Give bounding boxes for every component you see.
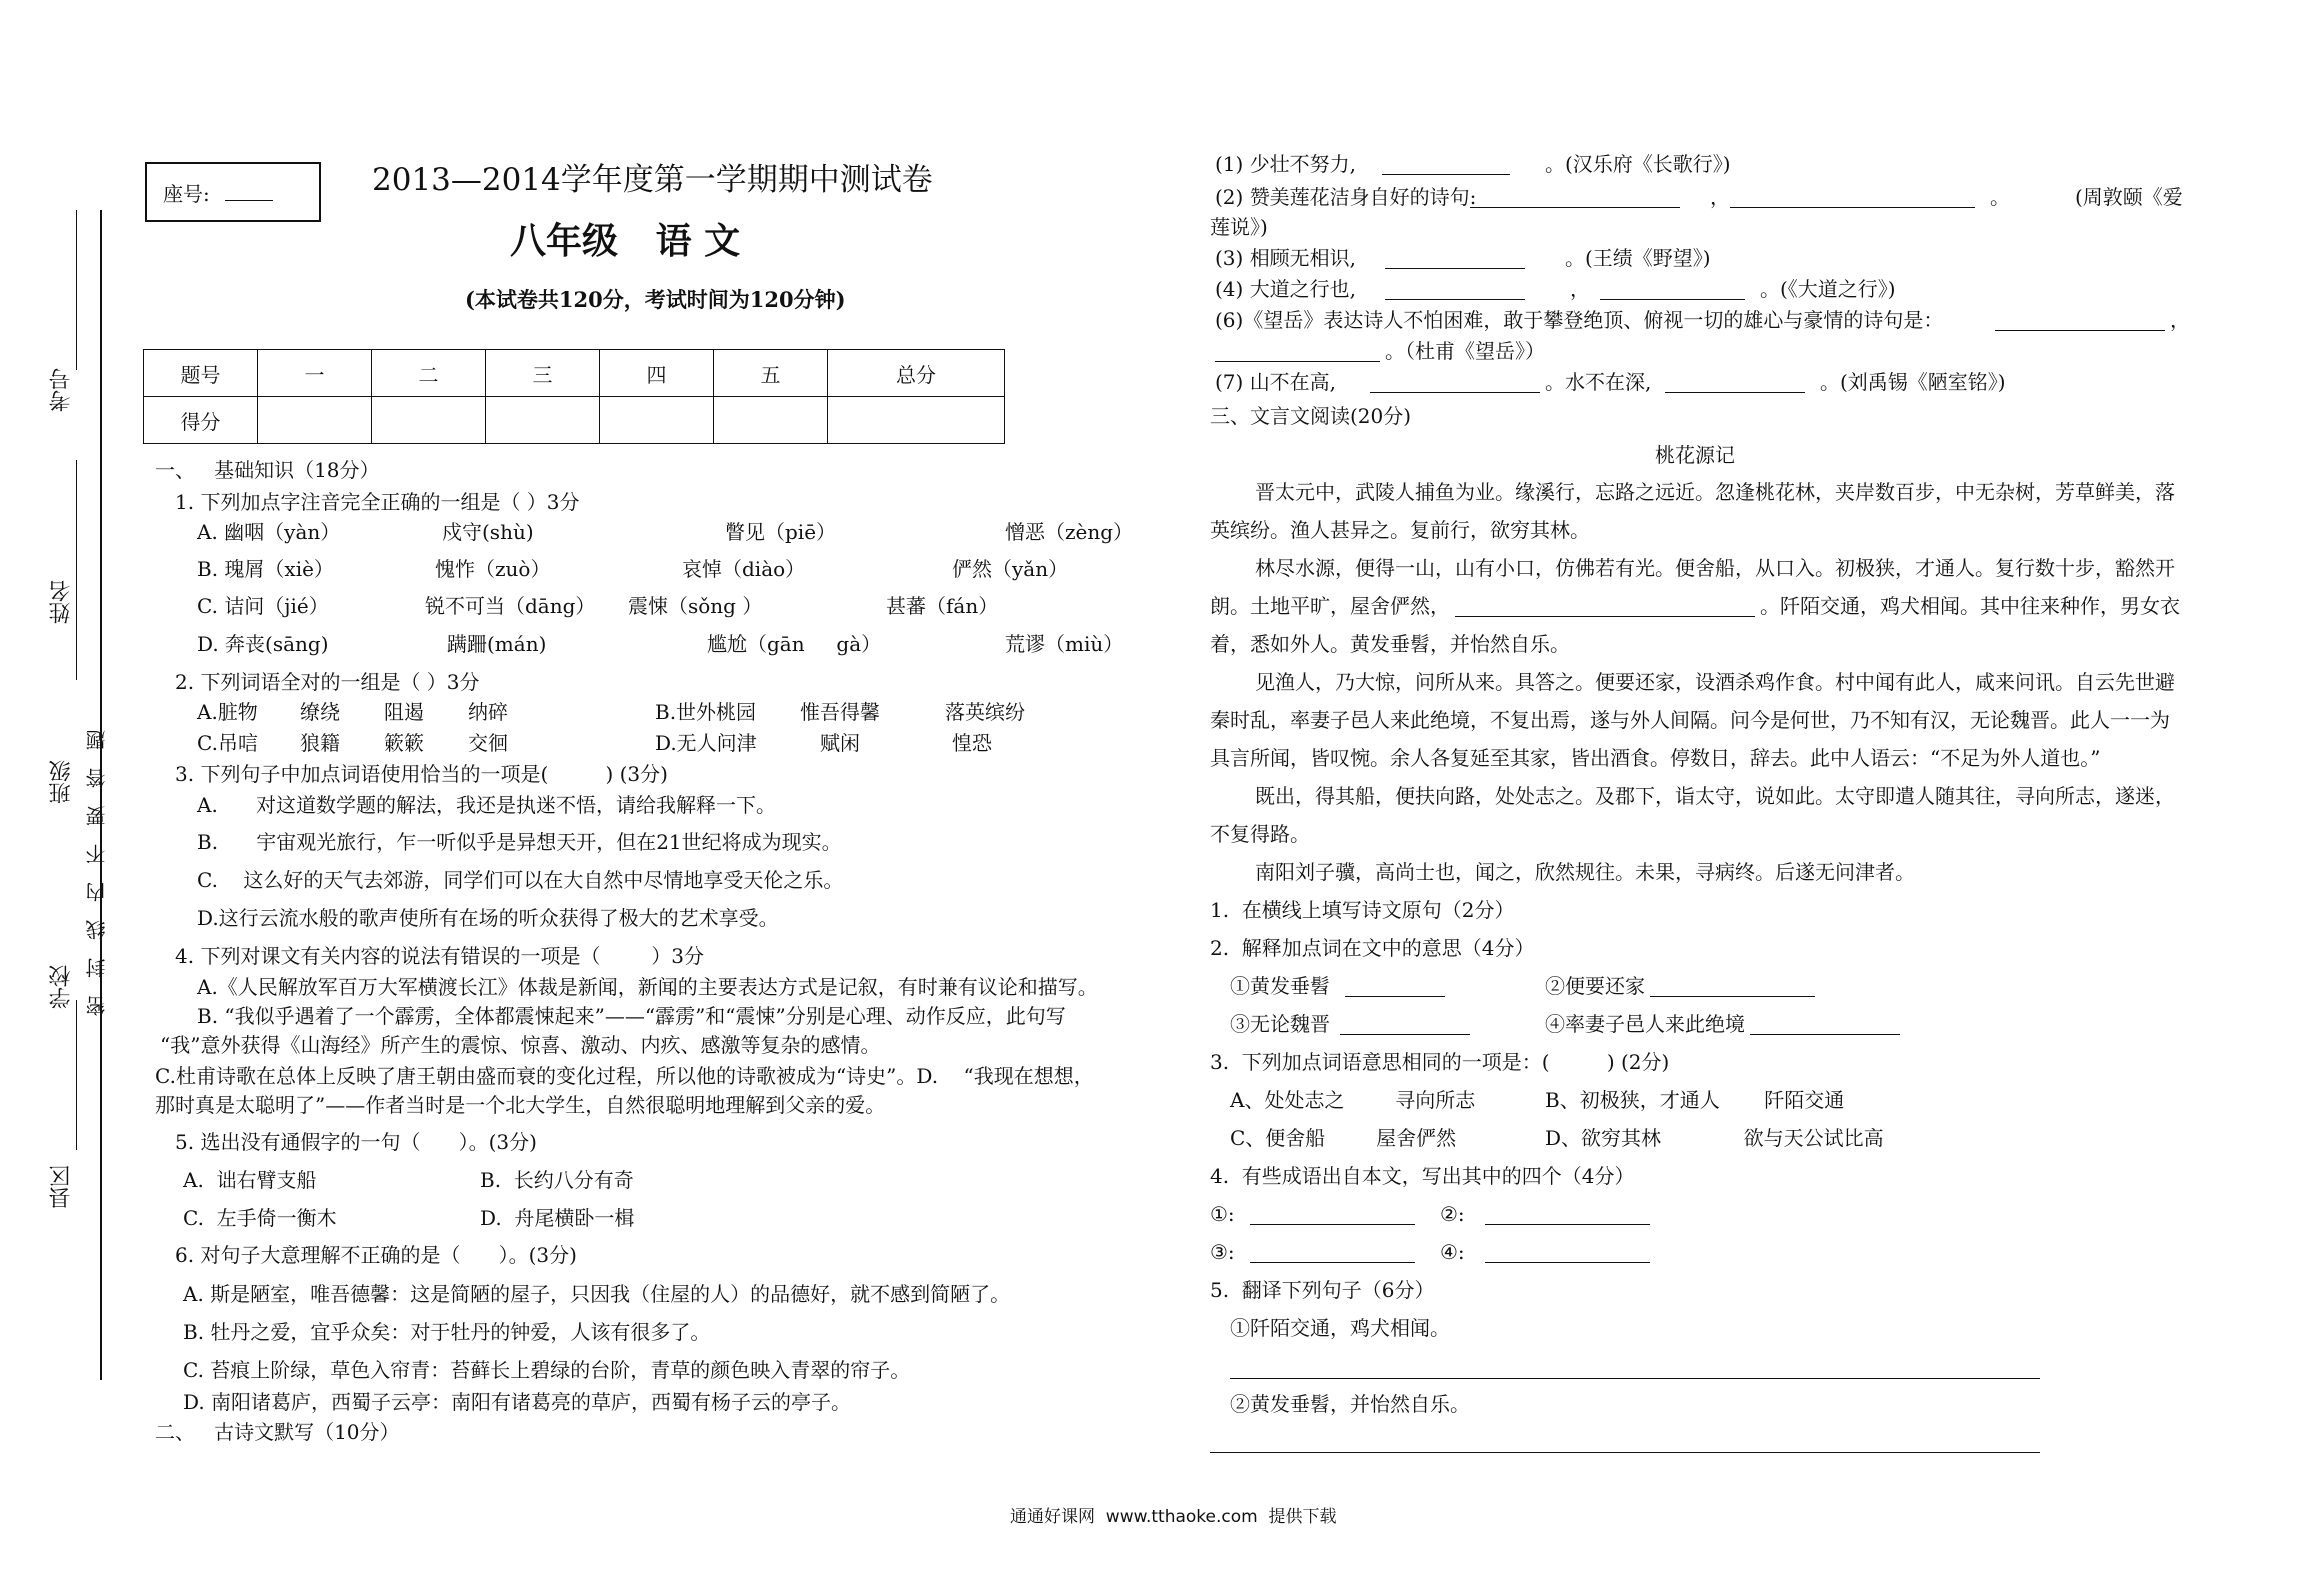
q2-option: A.脏物 — [197, 700, 258, 724]
idiom-3-blank[interactable] — [1250, 1244, 1415, 1263]
essay-line: 着，悉如外人。黄发垂髫，并怡然自乐。 — [1210, 632, 1570, 656]
table-cell: 总分 — [828, 350, 1005, 397]
q6-option-a: A. 斯是陋室，唯吾德馨：这是简陋的屋子，只因我（住屋的人）的品德好，就不感到简陋了。 — [183, 1282, 1011, 1306]
poem-7-prefix: (7) 山不在高, — [1215, 370, 1337, 394]
question-1: 1. 下列加点字注音完全正确的一组是（ ）3分 — [175, 490, 580, 514]
essay-line: 秦时乱，率妻子邑人来此绝境，不复出焉，遂与外人间隔。问今是何世，乃不知有汉，无论魏晋。此人一一为 — [1210, 708, 2170, 732]
poem-6-blank-1[interactable] — [1995, 312, 2165, 331]
table-cell: 题号 — [144, 350, 258, 397]
score-table-score-row — [144, 397, 1005, 444]
essay-line: 既出，得其船，便扶向路，处处志之。及郡下，诣太守，说如此。太守即遣人随其往，寻向所志，遂迷， — [1255, 784, 2175, 808]
table-cell[interactable] — [828, 397, 1005, 444]
poem-2-source: (周敦颐《爱 — [2075, 185, 2183, 209]
poem-4-prefix: (4) 大道之行也, — [1215, 277, 1357, 301]
translate-1: ①阡陌交通，鸡犬相闻。 — [1230, 1316, 1450, 1340]
poem-3-suffix: 。(王绩《野望》) — [1565, 246, 1711, 270]
q6-option-d: D. 南阳诸葛庐，西蜀子云亭：南阳有诸葛亮的草庐，西蜀有杨子云的亭子。 — [183, 1390, 852, 1414]
q1-option-b2: 愧怍（zuò） — [435, 557, 551, 581]
q5-option-c: C. 左手倚一衡木 — [183, 1206, 337, 1230]
poem-2-blank-1[interactable] — [1470, 189, 1680, 208]
poem-3-blank[interactable] — [1385, 250, 1525, 269]
q3-option-a: A. 对这道数学题的解法，我还是执迷不悟，请给我解释一下。 — [197, 793, 776, 817]
q4-option-b1: B. “我似乎遇着了一个霹雳，全体都震悚起来”——“霹雳”和“震悚”分别是心理、动作反应，此句写 — [197, 1004, 1066, 1028]
score-table — [143, 349, 1005, 444]
poem-3-prefix: (3) 相顾无相识, — [1215, 246, 1357, 270]
binding-line — [76, 1000, 77, 1150]
q5-option-b: B. 长约八分有奇 — [480, 1168, 634, 1192]
reading-q3-d: D、欲穷其林 欲与天公试比高 — [1545, 1126, 1884, 1150]
reading-q2-d: ④率妻子邑人来此绝境 — [1545, 1012, 1745, 1036]
poem-7-blank-1[interactable] — [1370, 374, 1540, 393]
q1-option-c3: 震悚（sǒng ） — [628, 594, 763, 618]
essay-line: 林尽水源，便得一山，山有小口，仿佛若有光。便舍船，从口入。初极狭，才通人。复行数十步，豁然开 — [1255, 556, 2175, 580]
question-6: 6. 对句子大意理解不正确的是（ ）。(3分) — [175, 1243, 577, 1267]
q4-option-a: A.《人民解放军百万大军横渡长江》体裁是新闻，新闻的主要表达方式是记叙，有时兼有议论和描写。 — [197, 975, 1098, 999]
essay-line: 具言所闻，皆叹惋。余人各复延至其家，皆出酒食。停数日，辞去。此中人语云：“不足为外人道也。” — [1210, 746, 2101, 770]
idiom-3-label: ③: — [1210, 1240, 1235, 1264]
q2-option: B.世外桃园 — [655, 700, 757, 724]
poem-1-blank[interactable] — [1382, 156, 1510, 175]
q1-option-d4: 荒谬（miù） — [1005, 632, 1124, 656]
poem-6-prefix: (6)《望岳》表达诗人不怕困难，敢于攀登绝顶、俯视一切的雄心与豪情的诗句是： — [1215, 308, 1944, 332]
table-cell[interactable] — [600, 397, 714, 444]
q2-option: 阻遏 — [384, 700, 424, 724]
table-cell: 四 — [600, 350, 714, 397]
table-cell: 五 — [714, 350, 828, 397]
q1-option-a2: 戍守(shù) — [442, 520, 534, 544]
poem-2-comma: ， — [1710, 185, 1730, 209]
score-table-header-row — [144, 350, 1005, 397]
reading-q3: 3. 下列加点词语意思相同的一项是：( ) (2分) — [1210, 1050, 1670, 1074]
poem-2-source-cont: 莲说》) — [1210, 215, 1268, 239]
q1-option-d2: 蹒跚(mán) — [447, 632, 547, 656]
idiom-1-blank[interactable] — [1250, 1206, 1415, 1225]
reading-q1: 1. 在横线上填写诗文原句（2分） — [1210, 898, 1515, 922]
q2-option: 纳碎 — [468, 700, 508, 724]
q5-option-d: D. 舟尾横卧一楫 — [480, 1206, 635, 1230]
poem-7-blank-2[interactable] — [1665, 374, 1805, 393]
reading-q2-c: ③无论魏晋 — [1230, 1012, 1330, 1036]
q2-option: D.无人问津 — [655, 731, 757, 755]
idiom-1-label: ①: — [1210, 1202, 1235, 1226]
reading-q3-b: B、初极狭，才通人 阡陌交通 — [1545, 1088, 1845, 1112]
q3-option-c: C. 这么好的天气去郊游，同学们可以在大自然中尽情地享受天伦之乐。 — [197, 868, 844, 892]
q1-option-a4: 憎恶（zèng） — [1005, 520, 1134, 544]
table-cell: 得分 — [144, 397, 258, 444]
q6-option-b: B. 牡丹之爱，宜乎众矣：对于牡丹的钟爱，人该有很多了。 — [183, 1320, 711, 1344]
seal-warning: 密封线内不要答题 — [85, 712, 109, 1016]
q3-option-d: D.这行云流水般的歌声使所有在场的听众获得了极大的艺术享受。 — [197, 906, 779, 930]
reading-q5: 5. 翻译下列句子（6分） — [1210, 1278, 1435, 1302]
translate-2: ②黄发垂髫，并怡然自乐。 — [1230, 1392, 1470, 1416]
reading-q2-b-blank[interactable] — [1650, 978, 1815, 997]
name-label: 姓名 — [49, 580, 74, 624]
idiom-4-blank[interactable] — [1485, 1244, 1650, 1263]
seat-number-box — [145, 162, 321, 222]
reading-q2-a: ①黄发垂髫 — [1230, 974, 1330, 998]
binding-line — [76, 210, 77, 370]
section-1-heading: 一、 基础知识（18分） — [155, 458, 380, 482]
poem-1-prefix: (1) 少壮不努力, — [1215, 152, 1357, 176]
poem-6-comma: ， — [2170, 308, 2190, 332]
q5-option-a: A. 诎右臂支船 — [183, 1168, 317, 1192]
q2-option: 缭绕 — [300, 700, 340, 724]
poem-4-blank-1[interactable] — [1385, 281, 1525, 300]
reading-q2-d-blank[interactable] — [1750, 1016, 1900, 1035]
essay-line: 晋太元中，武陵人捕鱼为业。缘溪行，忘路之远近。忽逢桃花林，夹岸数百步，中无杂树，芳草鲜美，落 — [1255, 480, 2175, 504]
essay-line: 不复得路。 — [1210, 822, 1310, 846]
reading-q2-a-blank[interactable] — [1345, 978, 1445, 997]
poem-2-period: 。 — [1990, 185, 2010, 209]
poem-7-mid: 。水不在深, — [1545, 370, 1652, 394]
q4-option-c: C.杜甫诗歌在总体上反映了唐王朝由盛而衰的变化过程，所以他的诗歌被成为“诗史”。D. “我现在想想， — [155, 1064, 1094, 1088]
poem-4-blank-2[interactable] — [1600, 281, 1745, 300]
q1-option-c2: 锐不可当（dāng） — [425, 594, 596, 618]
school-label: 学校 — [49, 965, 74, 1009]
q1-option-b1: B. 瑰屑（xiè） — [197, 557, 334, 581]
exam-subtitle: 八年级 语 文 — [510, 220, 741, 262]
essay-line: 南阳刘子骥，高尚士也，闻之，欣然规往。未果，寻病终。后遂无问津者。 — [1255, 860, 1915, 884]
essay-line: 见渔人，乃大惊，问所从来。具答之。便要还家，设酒杀鸡作食。村中闻有此人，咸来问讯。自云先世避 — [1255, 670, 2175, 694]
q2-option: 狼籍 — [300, 731, 340, 755]
exam-note: (本试卷共120分，考试时间为120分钟) — [465, 287, 846, 312]
reading-q4: 4. 有些成语出自本文，写出其中的四个（4分） — [1210, 1164, 1635, 1188]
essay-line: 朗。土地平旷，屋舍俨然， — [1210, 594, 1450, 618]
q1-option-c4: 甚蕃（fán） — [886, 594, 999, 618]
essay-line: 。阡陌交通，鸡犬相闻。其中往来种作，男女衣 — [1760, 594, 2180, 618]
poem-2-prefix: (2) 赞美莲花洁身自好的诗句: — [1215, 185, 1477, 209]
reading-q3-c: C、便舍船 屋舍俨然 — [1230, 1126, 1457, 1150]
table-cell[interactable] — [714, 397, 828, 444]
question-3: 3. 下列句子中加点词语使用恰当的一项是( ) (3分) — [175, 762, 668, 786]
table-cell[interactable] — [372, 397, 486, 444]
question-2: 2. 下列词语全对的一组是（ ）3分 — [175, 670, 480, 694]
poem-7-suffix: 。(刘禹锡《陋室铭》) — [1820, 370, 2006, 394]
footer-source: 通通好课网 www.tthaoke.com 提供下载 — [1010, 1507, 1337, 1527]
idiom-2-label: ②: — [1440, 1202, 1465, 1226]
q2-option: 赋闲 — [820, 731, 860, 755]
table-cell: 三 — [486, 350, 600, 397]
county-label: 县区 — [49, 1165, 74, 1209]
q1-option-a3: 瞥见（piē） — [725, 520, 837, 544]
translate-1-answer-line[interactable] — [1230, 1378, 2040, 1379]
question-4: 4. 下列对课文有关内容的说法有错误的一项是（ ）3分 — [175, 944, 705, 968]
reading-q2: 2. 解释加点词在文中的意思（4分） — [1210, 936, 1535, 960]
q1-option-d3: 尴尬（gān gà） — [707, 632, 882, 656]
q1-option-a1: A. 幽咽（yàn） — [197, 520, 341, 544]
reading-q2-c-blank[interactable] — [1340, 1016, 1470, 1035]
q4-option-d: 那时真是太聪明了”——作者当时是一个北大学生，自然很聪明地理解到父亲的爱。 — [155, 1093, 886, 1117]
binding-line — [76, 460, 77, 680]
question-5: 5. 选出没有通假字的一句（ ）。(3分) — [175, 1130, 537, 1154]
poem-4-comma: ， — [1570, 277, 1590, 301]
q3-option-b: B. 宇宙观光旅行，乍一听似乎是异想天开，但在21世纪将成为现实。 — [197, 830, 842, 854]
reading-q3-a: A、处处志之 寻向所志 — [1230, 1088, 1476, 1112]
q2-option: 交徊 — [468, 731, 508, 755]
essay-blank[interactable] — [1455, 598, 1755, 617]
q2-option: 惟吾得馨 — [800, 700, 880, 724]
q6-option-c: C. 苔痕上阶绿，草色入帘青：苔藓长上碧绿的台阶，青草的颜色映入青翠的帘子。 — [183, 1358, 911, 1382]
q1-option-d1: D. 奔丧(sāng) — [197, 632, 329, 656]
poem-1-suffix: 。(汉乐府《长歌行》) — [1545, 152, 1731, 176]
q2-option: 惶恐 — [952, 731, 992, 755]
q1-option-c1: C. 诘问（jié） — [197, 594, 329, 618]
poem-2-blank-2[interactable] — [1730, 189, 1975, 208]
q2-option: 落英缤纷 — [945, 700, 1025, 724]
poem-6-blank-2[interactable] — [1215, 343, 1380, 362]
seat-label: 座号: — [163, 182, 210, 206]
q4-option-b2: “我”意外获得《山海经》所产生的震惊、惊喜、激动、内疚、感激等复杂的感情。 — [160, 1033, 881, 1057]
section-2-heading: 二、 古诗文默写（10分） — [155, 1420, 400, 1444]
section-3-heading: 三、文言文阅读(20分) — [1210, 404, 1412, 428]
q2-option: C.吊唁 — [197, 731, 258, 755]
translate-2-answer-line[interactable] — [1210, 1452, 2040, 1453]
table-cell: 二 — [372, 350, 486, 397]
seat-blank[interactable] — [225, 182, 273, 201]
idiom-2-blank[interactable] — [1485, 1206, 1650, 1225]
idiom-4-label: ④: — [1440, 1240, 1465, 1264]
essay-title: 桃花源记 — [1655, 443, 1735, 467]
exam-no-label: 考号 — [49, 368, 74, 412]
q1-option-b4: 俨然（yǎn） — [952, 557, 1069, 581]
class-label: 班级 — [49, 760, 74, 804]
reading-q2-b: ②便要还家 — [1545, 974, 1645, 998]
table-cell[interactable] — [258, 397, 372, 444]
table-cell[interactable] — [486, 397, 600, 444]
q2-option: 簌簌 — [384, 731, 424, 755]
poem-6-suffix: 。（杜甫《望岳》） — [1385, 339, 1545, 363]
q1-option-b3: 哀悼（diào） — [682, 557, 806, 581]
essay-line: 英缤纷。渔人甚异之。复前行，欲穷其林。 — [1210, 518, 1590, 542]
exam-title: 2013—2014学年度第一学期期中测试卷 — [372, 162, 933, 198]
poem-4-suffix: 。(《大道之行》) — [1760, 277, 1896, 301]
table-cell: 一 — [258, 350, 372, 397]
